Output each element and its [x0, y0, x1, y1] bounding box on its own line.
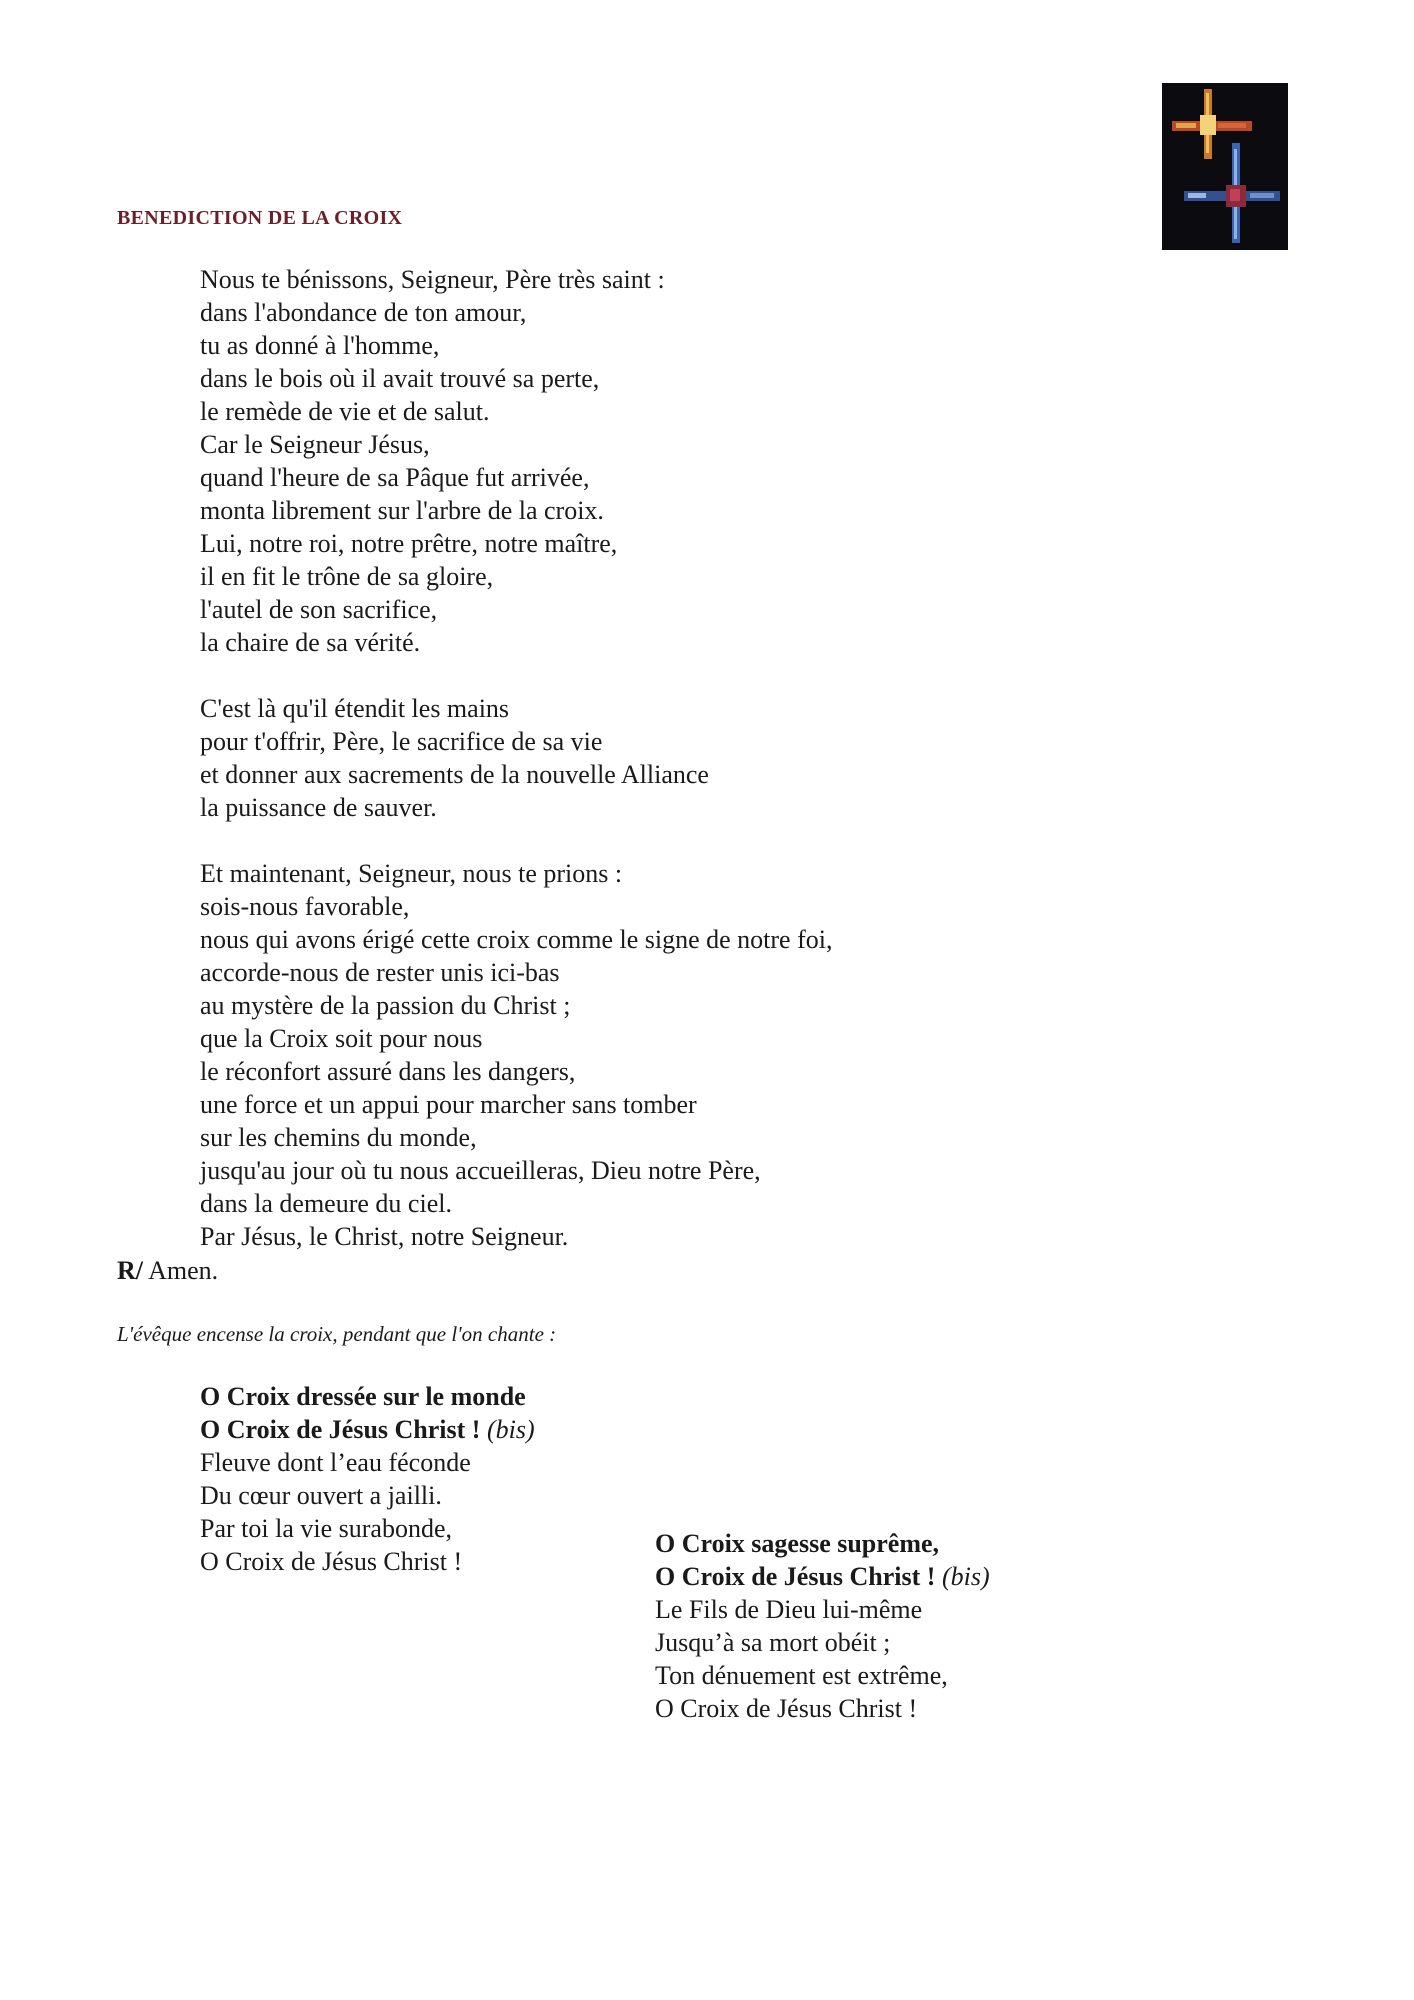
refrain-line: O Croix sagesse suprême, — [655, 1529, 940, 1558]
refrain-line: O Croix dressée sur le monde — [200, 1382, 526, 1411]
prayer-line: Lui, notre roi, notre prêtre, notre maître, — [200, 529, 618, 558]
prayer-line: dans la demeure du ciel. — [200, 1189, 452, 1218]
prayer-line: Par Jésus, le Christ, notre Seigneur. — [200, 1222, 569, 1251]
stanza — [200, 692, 832, 824]
prayer-line: au mystère de la passion du Christ ; — [200, 991, 571, 1020]
page-title: BENEDICTION DE LA CROIX — [117, 207, 403, 229]
stained-glass-cross-icon — [1162, 83, 1288, 250]
prayer-line: dans le bois où il avait trouvé sa perte, — [200, 364, 600, 393]
prayer-line: il en fit le trône de sa gloire, — [200, 562, 494, 591]
verse-line: Le Fils de Dieu lui-même — [655, 1595, 923, 1624]
prayer-line: dans l'abondance de ton amour, — [200, 298, 527, 327]
prayer-line: monta librement sur l'arbre de la croix. — [200, 496, 604, 525]
prayer-line: Nous te bénissons, Seigneur, Père très saint : — [200, 265, 665, 294]
hymn-strophe-2 — [655, 1527, 990, 1725]
prayer-line: sur les chemins du monde, — [200, 1123, 477, 1152]
bis-marker: (bis) — [941, 1562, 990, 1591]
prayer-line: sois-nous favorable, — [200, 892, 410, 921]
verse-line: Fleuve dont l’eau féconde — [200, 1448, 471, 1477]
prayer-line: pour t'offrir, Père, le sacrifice de sa vie — [200, 727, 603, 756]
prayer-line: le remède de vie et de salut. — [200, 397, 490, 426]
prayer-line: et donner aux sacrements de la nouvelle Alliance — [200, 760, 709, 789]
response-text: Amen. — [148, 1256, 219, 1285]
verse-line: Par toi la vie surabonde, — [200, 1514, 452, 1543]
prayer-line: que la Croix soit pour nous — [200, 1024, 483, 1053]
bis-marker: (bis) — [486, 1415, 535, 1444]
prayer-line: nous qui avons érigé cette croix comme le signe de notre foi, — [200, 925, 833, 954]
verse-line: Ton dénuement est extrême, — [655, 1661, 948, 1690]
hymn-strophe-1 — [200, 1380, 535, 1578]
verse-line: O Croix de Jésus Christ ! — [655, 1694, 918, 1723]
prayer-line: l'autel de son sacrifice, — [200, 595, 438, 624]
verse-line: Jusqu’à sa mort obéit ; — [655, 1628, 891, 1657]
blessing-prayer — [200, 263, 832, 1253]
prayer-line: quand l'heure de sa Pâque fut arrivée, — [200, 463, 590, 492]
response-marker: R/ — [117, 1256, 143, 1285]
refrain-line: O Croix de Jésus Christ ! (bis) — [655, 1562, 990, 1591]
rubric: L'évêque encense la croix, pendant que l'on chante : — [117, 1322, 557, 1346]
verse-line: Du cœur ouvert a jailli. — [200, 1481, 442, 1510]
verse-line: O Croix de Jésus Christ ! — [200, 1547, 463, 1576]
prayer-line: le réconfort assuré dans les dangers, — [200, 1057, 576, 1086]
prayer-line: jusqu'au jour où tu nous accueilleras, Dieu notre Père, — [200, 1156, 761, 1185]
prayer-line: la puissance de sauver. — [200, 793, 437, 822]
stanza — [200, 857, 832, 1253]
stanza — [200, 263, 832, 659]
prayer-line: la chaire de sa vérité. — [200, 628, 421, 657]
response — [117, 1254, 218, 1287]
prayer-line: C'est là qu'il étendit les mains — [200, 694, 510, 723]
prayer-line: tu as donné à l'homme, — [200, 331, 440, 360]
refrain-line: O Croix de Jésus Christ ! (bis) — [200, 1415, 535, 1444]
prayer-line: une force et un appui pour marcher sans tomber — [200, 1090, 697, 1119]
prayer-line: Et maintenant, Seigneur, nous te prions : — [200, 859, 623, 888]
prayer-line: accorde-nous de rester unis ici-bas — [200, 958, 560, 987]
prayer-line: Car le Seigneur Jésus, — [200, 430, 430, 459]
